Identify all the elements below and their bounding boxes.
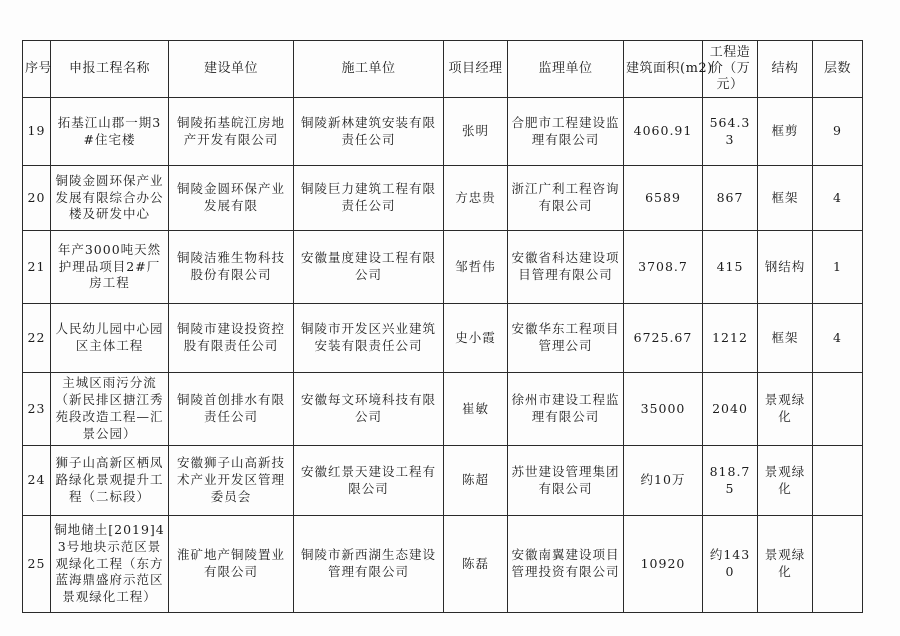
table-row — [23, 166, 863, 231]
contractor-cell: 铜陵巨力建筑工程有限责任公司 — [294, 166, 444, 231]
project-name-cell: 狮子山高新区栖凤路绿化景观提升工程（二标段） — [51, 446, 169, 516]
floors-cell: 9 — [813, 98, 863, 166]
header-contractor: 施工单位 — [294, 41, 444, 98]
structure-cell: 景观绿化 — [758, 373, 813, 446]
project-name-cell: 铜地储土[2019]43号地块示范区景观绿化工程（东方蓝海鼎盛府示范区景观绿化工程） — [51, 516, 169, 613]
project-table — [22, 40, 863, 613]
contractor-cell: 铜陵新林建筑安装有限责任公司 — [294, 98, 444, 166]
builder-cell: 铜陵首创排水有限责任公司 — [169, 373, 294, 446]
contractor-cell: 安徽每文环境科技有限公司 — [294, 373, 444, 446]
supervisor-cell: 浙江广利工程咨询有限公司 — [508, 166, 624, 231]
contractor-cell: 安徽量度建设工程有限公司 — [294, 231, 444, 304]
table-row — [23, 231, 863, 304]
project-name-cell: 人民幼儿园中心园区主体工程 — [51, 304, 169, 373]
contractor-cell: 铜陵市新西湖生态建设管理有限公司 — [294, 516, 444, 613]
table-row — [23, 98, 863, 166]
table-row — [23, 373, 863, 446]
builder-cell: 安徽狮子山高新技术产业开发区管理委员会 — [169, 446, 294, 516]
serial-cell: 19 — [23, 98, 51, 166]
table-row — [23, 304, 863, 373]
supervisor-cell: 苏世建设管理集团有限公司 — [508, 446, 624, 516]
area-cell: 35000 — [624, 373, 703, 446]
cost-cell: 1212 — [703, 304, 758, 373]
floors-cell — [813, 446, 863, 516]
supervisor-cell: 合肥市工程建设监理有限公司 — [508, 98, 624, 166]
serial-cell: 20 — [23, 166, 51, 231]
header-cost: 工程造价（万元） — [703, 41, 758, 98]
manager-cell: 方忠贵 — [444, 166, 508, 231]
header-floors: 层数 — [813, 41, 863, 98]
floors-cell: 1 — [813, 231, 863, 304]
area-cell: 6725.67 — [624, 304, 703, 373]
serial-cell: 21 — [23, 231, 51, 304]
structure-cell: 钢结构 — [758, 231, 813, 304]
header-structure: 结构 — [758, 41, 813, 98]
builder-cell: 淮矿地产铜陵置业有限公司 — [169, 516, 294, 613]
header-project-name: 申报工程名称 — [51, 41, 169, 98]
header-builder: 建设单位 — [169, 41, 294, 98]
supervisor-cell: 安徽华东工程项目管理公司 — [508, 304, 624, 373]
project-name-cell: 拓基江山郡一期3#住宅楼 — [51, 98, 169, 166]
cost-cell: 2040 — [703, 373, 758, 446]
structure-cell: 景观绿化 — [758, 446, 813, 516]
floors-cell: 4 — [813, 166, 863, 231]
structure-cell: 框架 — [758, 304, 813, 373]
floors-cell — [813, 373, 863, 446]
structure-cell: 框架 — [758, 166, 813, 231]
area-cell: 10920 — [624, 516, 703, 613]
project-name-cell: 主城区雨污分流（新民排区搪江秀苑段改造工程—汇景公园） — [51, 373, 169, 446]
cost-cell: 约1430 — [703, 516, 758, 613]
area-cell: 4060.91 — [624, 98, 703, 166]
cost-cell: 564.33 — [703, 98, 758, 166]
contractor-cell: 安徽红景天建设工程有限公司 — [294, 446, 444, 516]
table-row — [23, 446, 863, 516]
floors-cell — [813, 516, 863, 613]
table-row — [23, 516, 863, 613]
manager-cell: 邹哲伟 — [444, 231, 508, 304]
area-cell: 3708.7 — [624, 231, 703, 304]
structure-cell: 框剪 — [758, 98, 813, 166]
serial-cell: 25 — [23, 516, 51, 613]
builder-cell: 铜陵拓基皖江房地产开发有限公司 — [169, 98, 294, 166]
builder-cell: 铜陵金圆环保产业发展有限 — [169, 166, 294, 231]
contractor-cell: 铜陵市开发区兴业建筑安装有限责任公司 — [294, 304, 444, 373]
project-name-cell: 铜陵金圆环保产业发展有限综合办公楼及研发中心 — [51, 166, 169, 231]
cost-cell: 818.75 — [703, 446, 758, 516]
builder-cell: 铜陵洁雅生物科技股份有限公司 — [169, 231, 294, 304]
manager-cell: 史小霞 — [444, 304, 508, 373]
area-cell: 约10万 — [624, 446, 703, 516]
project-name-cell: 年产3000吨天然护理品项目2#厂房工程 — [51, 231, 169, 304]
supervisor-cell: 安徽南翼建设项目管理投资有限公司 — [508, 516, 624, 613]
manager-cell: 陈超 — [444, 446, 508, 516]
cost-cell: 415 — [703, 231, 758, 304]
supervisor-cell: 安徽省科达建设项目管理有限公司 — [508, 231, 624, 304]
header-area: 建筑面积(m2) — [624, 41, 703, 98]
table-header-row — [23, 41, 863, 98]
serial-cell: 23 — [23, 373, 51, 446]
supervisor-cell: 徐州市建设工程监理有限公司 — [508, 373, 624, 446]
header-manager: 项目经理 — [444, 41, 508, 98]
serial-cell: 24 — [23, 446, 51, 516]
manager-cell: 陈磊 — [444, 516, 508, 613]
builder-cell: 铜陵市建设投资控股有限责任公司 — [169, 304, 294, 373]
manager-cell: 张明 — [444, 98, 508, 166]
serial-cell: 22 — [23, 304, 51, 373]
area-cell: 6589 — [624, 166, 703, 231]
header-supervisor: 监理单位 — [508, 41, 624, 98]
header-serial: 序号 — [23, 41, 51, 98]
floors-cell: 4 — [813, 304, 863, 373]
cost-cell: 867 — [703, 166, 758, 231]
manager-cell: 崔敏 — [444, 373, 508, 446]
structure-cell: 景观绿化 — [758, 516, 813, 613]
